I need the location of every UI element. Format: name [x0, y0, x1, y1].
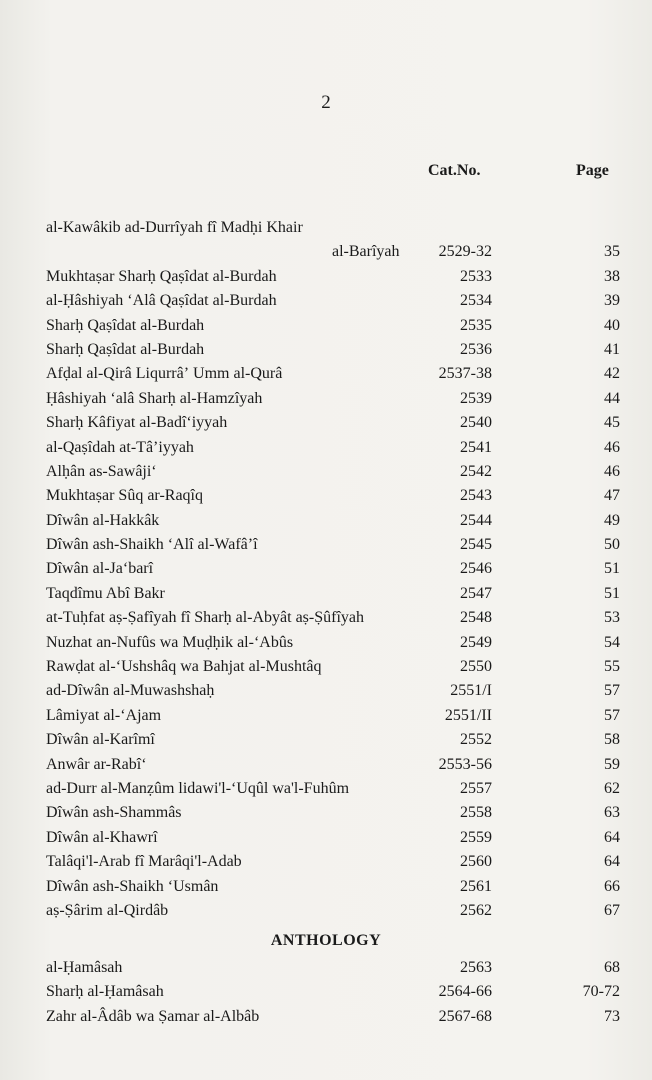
entry-row [0, 704, 652, 728]
entry-page: 68 [604, 959, 620, 976]
entry-row [0, 460, 652, 484]
entry-row [0, 850, 652, 874]
entry-page: 51 [604, 584, 620, 602]
entry-page: 73 [604, 1007, 620, 1025]
entry-cat-no: 2551/II [444, 706, 492, 724]
entry-row [0, 899, 652, 923]
entry-row [0, 509, 652, 533]
entry-cat-no: 2561 [460, 877, 492, 895]
entry-cat-no: 2535 [460, 316, 492, 334]
entry-page: 35 [604, 243, 620, 261]
entry-page: 59 [604, 755, 620, 773]
column-header-page: Page [576, 162, 609, 179]
entry-row [0, 631, 652, 655]
entry-row [0, 362, 652, 386]
entry-row [0, 289, 652, 313]
entry-cat-no: 2540 [460, 414, 492, 432]
entry-title: Dîwân al-Jaʻbarî [46, 560, 154, 578]
entry-title: Nuzhat an-Nufûs wa Muḍḥik al-ʻAbûs [46, 633, 294, 651]
entry-row [0, 387, 652, 411]
entry-cat-no: 2539 [460, 389, 492, 407]
entry-cat-no: 2550 [460, 658, 492, 676]
catalog-entries [0, 216, 652, 923]
entry-title: Sharḥ Qaṣîdat al-Burdah [46, 340, 205, 358]
entry-row [0, 265, 652, 289]
entry-row [0, 728, 652, 752]
entry-page: 45 [604, 414, 620, 432]
entry-title: ad-Durr al-Manẓûm lidawi'l-ʻUqûl wa'l-Fuhûm [46, 779, 350, 797]
section-heading-anthology: ANTHOLOGY [270, 932, 382, 949]
entry-page: 39 [604, 292, 620, 310]
entry-cat-no: 2534 [460, 292, 492, 310]
entry-row [0, 980, 652, 1004]
entry-title: Lâmiyat al-ʻAjam [46, 706, 162, 724]
entry-page: 46 [604, 462, 620, 480]
entry-cat-no: 2557 [460, 779, 492, 797]
entry-cat-no: 2544 [460, 511, 492, 529]
entry-row [0, 314, 652, 338]
entry-row [0, 777, 652, 801]
entry-title: Dîwân ash-Shaikh ʻAlî al-Wafâʼî [46, 536, 258, 554]
entry-title: al-Qaṣîdah at-Tâʼiyyah [46, 438, 194, 456]
entry-row [0, 875, 652, 899]
entry-cat-no: 2559 [460, 828, 492, 846]
entry-title: ad-Dîwân al-Muwashshaḥ [46, 682, 215, 700]
entry-page: 57 [604, 682, 620, 700]
entry-title: al-Kawâkib ad-Durrîyah fî Madḥi Khair [46, 219, 303, 236]
entry-page: 67 [604, 901, 620, 919]
entry-title: Ḥâshiyah ʻalâ Sharḥ al-Hamzîyah [46, 389, 263, 407]
entry-page: 38 [604, 267, 620, 285]
entry-cat-no: 2548 [460, 609, 492, 627]
entry-page: 54 [604, 633, 620, 651]
entry-row [0, 753, 652, 777]
entry-page: 58 [604, 731, 620, 749]
entry-cat-no: 2543 [460, 487, 492, 505]
entry-row [0, 826, 652, 850]
entry-page: 57 [604, 706, 620, 724]
entry-page: 47 [604, 487, 620, 505]
entry-row [0, 240, 652, 264]
entry-cat-no: 2529-32 [438, 243, 492, 261]
entry-cat-no: 2537-38 [438, 365, 492, 383]
entry-title: Anwâr ar-Rabîʻ [46, 755, 147, 773]
entry-title: Alḥân as-Sawâjiʻ [46, 462, 157, 480]
entry-cat-no: 2533 [460, 267, 492, 285]
entry-title: Dîwân al-Karîmî [46, 731, 155, 749]
entry-row [0, 557, 652, 581]
entry-page: 70-72 [582, 983, 620, 1001]
entry-page: 64 [604, 853, 620, 871]
entry-cat-no: 2567-68 [438, 1007, 492, 1025]
entry-title: Dîwân ash-Shammâs [46, 804, 182, 822]
entry-cat-no: 2547 [460, 584, 492, 602]
entry-title: Sharḥ al-Ḥamâsah [46, 983, 164, 1001]
entry-cat-no: 2546 [460, 560, 492, 578]
entry-cat-no: 2563 [460, 959, 492, 976]
entry-title: Afḍal al-Qirâ Liqurrâʼ Umm al-Qurâ [46, 365, 283, 383]
entry-title: Sharḥ Qaṣîdat al-Burdah [46, 316, 205, 334]
entry-cat-no: 2562 [460, 901, 492, 919]
entry-cat-no: 2552 [460, 731, 492, 749]
entry-cat-no: 2553-56 [438, 755, 492, 773]
entry-page: 62 [604, 779, 620, 797]
entry-page: 41 [604, 340, 620, 358]
entry-row [0, 338, 652, 362]
entry-title: Mukhtaṣar Sharḥ Qaṣîdat al-Burdah [46, 267, 277, 285]
entry-row [0, 956, 652, 980]
entry-title: Dîwân al-Khawrî [46, 828, 158, 846]
entry-page: 50 [604, 536, 620, 554]
entry-row [0, 533, 652, 557]
entry-row [0, 216, 652, 240]
entry-title: at-Tuḥfat aṣ-Ṣafîyah fî Sharḥ al-Abyât aṣ-Ṣûfîyah [46, 609, 364, 627]
entry-title: aṣ-Ṣârim al-Qirdâb [46, 901, 169, 919]
entry-cat-no: 2551/I [450, 682, 492, 700]
entry-row [0, 582, 652, 606]
entry-cat-no: 2545 [460, 536, 492, 554]
entry-page: 63 [604, 804, 620, 822]
entry-page: 40 [604, 316, 620, 334]
entry-page: 55 [604, 658, 620, 676]
entry-title: al-Ḥâshiyah ʻAlâ Qaṣîdat al-Burdah [46, 292, 277, 310]
entry-cat-no: 2536 [460, 340, 492, 358]
entry-row [0, 655, 652, 679]
entry-cat-no: 2542 [460, 462, 492, 480]
entry-page: 42 [604, 365, 620, 383]
entry-row [0, 679, 652, 703]
page-number: 2 [321, 92, 331, 113]
entry-page: 64 [604, 828, 620, 846]
entry-title: Zahr al-Âdâb wa Ṣamar al-Albâb [46, 1007, 260, 1025]
entry-cat-no: 2560 [460, 853, 492, 871]
entry-title: Dîwân ash-Shaikh ʻUsmân [46, 877, 219, 895]
entry-page: 46 [604, 438, 620, 456]
entry-page: 66 [604, 877, 620, 895]
entry-row [0, 411, 652, 435]
anthology-entries [0, 956, 652, 1029]
entry-row [0, 1005, 652, 1029]
entry-row [0, 436, 652, 460]
entry-title: Talâqi'l-Arab fî Marâqi'l-Adab [46, 853, 242, 871]
entry-row [0, 801, 652, 825]
entry-cat-no: 2541 [460, 438, 492, 456]
entry-title: al-Ḥamâsah [46, 959, 123, 976]
entry-title: Mukhtaṣar Sûq ar-Raqîq [46, 487, 203, 505]
entry-page: 49 [604, 511, 620, 529]
entry-row [0, 606, 652, 630]
entry-cat-no: 2558 [460, 804, 492, 822]
entry-title: Dîwân al-Hakkâk [46, 511, 160, 529]
entry-title: Taqdîmu Abî Bakr [46, 584, 165, 602]
entry-title: Sharḥ Kâfiyat al-Badîʻiyyah [46, 414, 228, 432]
entry-page: 53 [604, 609, 620, 627]
entry-row [0, 484, 652, 508]
entry-cat-no: 2564-66 [438, 983, 492, 1001]
entry-page: 44 [604, 389, 620, 407]
entry-title: al-Barîyah [332, 243, 400, 261]
entry-cat-no: 2549 [460, 633, 492, 651]
column-header-cat-no: Cat.No. [428, 162, 481, 179]
entry-page: 51 [604, 560, 620, 578]
entry-title: Rawḍat al-ʻUshshâq wa Bahjat al-Mushtâq [46, 658, 322, 676]
